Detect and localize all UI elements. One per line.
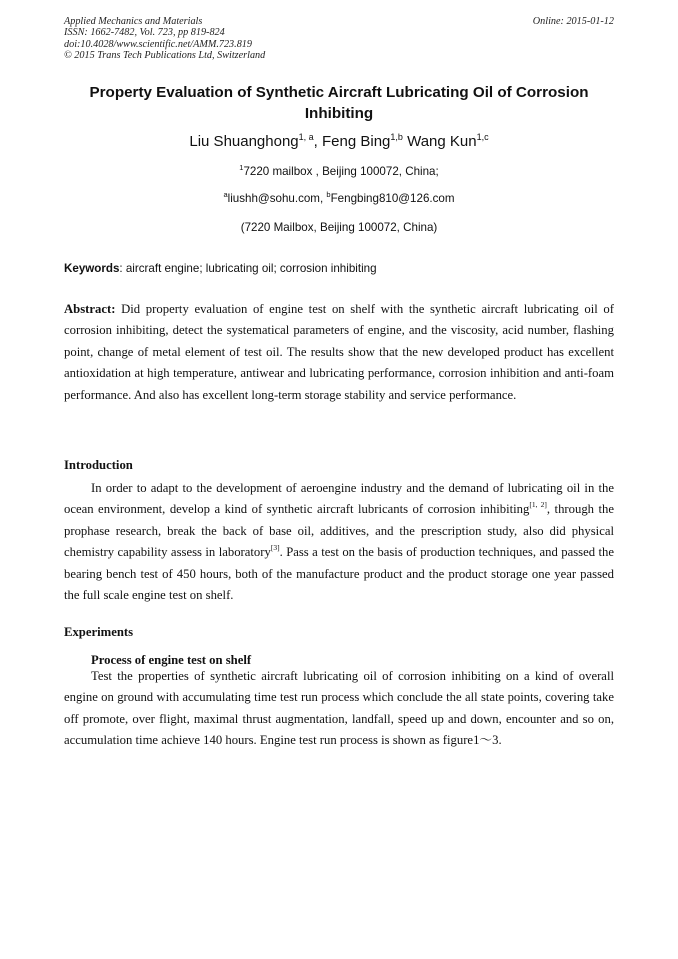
author-name: Liu Shuanghong	[189, 133, 299, 150]
author-list: Liu Shuanghong$^{1, a}$, Feng Bing$^{1,b}$ Wang Kun$^{1,c}$	[189, 132, 489, 150]
citation: [3]	[270, 543, 280, 553]
online-date: Online: 2015-01-12	[532, 16, 614, 27]
abstract-label: Abstract:	[64, 302, 116, 316]
journal-name: Applied Mechanics and Materials	[64, 16, 203, 27]
author-affiliation-mark: 1, a	[298, 132, 314, 142]
affiliation-repeat: (7220 Mailbox, Beijing 100072, China)	[240, 221, 438, 234]
author-affiliation-mark: 1,b	[390, 132, 403, 142]
abstract-paragraph	[64, 299, 614, 406]
author-emails	[64, 192, 614, 206]
keywords	[64, 262, 614, 276]
affiliation-address	[64, 165, 614, 179]
author-name: Wang Kun	[407, 133, 477, 150]
introduction-text: In order to adapt to the development of aeroengine industry and the demand of lubricating oil in the ocean environment, develop a kind of synthetic aircraft lubricants of corrosion inhibiting	[64, 481, 614, 517]
email-mark: b	[326, 190, 331, 199]
copyright-line: © 2015 Trans Tech Publications Ltd, Switzerland	[64, 50, 266, 62]
introduction-paragraph	[64, 478, 614, 606]
author-name: Feng Bing	[322, 133, 391, 150]
experiments-subheading: Process of engine test on shelf	[91, 653, 252, 667]
email-a: liushh@sohu.com,	[227, 192, 327, 205]
introduction-heading: Introduction	[64, 458, 133, 472]
affiliation-text: 7220 mailbox , Beijing 100072, China;	[243, 165, 439, 178]
paper-title: Property Evaluation of Synthetic Aircraft Lubricating Oil of Corrosion Inhibiting	[89, 84, 589, 122]
author-affiliation-mark: 1,c	[476, 132, 489, 142]
experiments-heading: Experiments	[64, 625, 134, 639]
citation: [1, 2]	[529, 500, 547, 510]
doi-line: doi:10.4028/www.scientific.net/AMM.723.819	[64, 38, 252, 50]
journal-header	[64, 16, 265, 62]
introduction-text: , through the prophase research, break the back of base oil, additives, and the prescription study, also did physical chemistry capability assess in laboratory	[64, 502, 614, 560]
introduction-text: . Pass a test on the basis of production techniques, and passed the bearing bench test of 450 hours, both of the manufacture product and the product storage one year passed the full scale engine test on shelf.	[64, 545, 614, 603]
email-mark: a	[223, 190, 228, 199]
email-b: Fengbing810@126.com	[330, 192, 455, 205]
issn-line: ISSN: 1662-7482, Vol. 723, pp 819-824	[64, 27, 225, 39]
keywords-text: : aircraft engine; lubricating oil; corrosion inhibiting	[119, 262, 377, 275]
abstract-text: Did property evaluation of engine test on shelf with the synthetic aircraft lubricating oil of corrosion inhibiting, detect the systematical parameters of engine, and the viscosity, acid number, flashing point, change of metal element of test oil. The results show that the new developed product has excellent antioxidation at high temperature, antiwear and lubricating performance, corrosion inhibition and anti-foam performance. And also has excellent long-term storage stability and service performance.	[64, 302, 614, 402]
experiments-paragraph: Test the properties of synthetic aircraft lubricating oil of corrosion inhibiting on a kind of overall engine on ground with accumulating time test run process which conclude the all state points, covering take off promote, over flight, maximal thrust augmentation, landfall, speed up and down, encounter and so on, accumulation time achieve 140 hours. Engine test run process is shown as figure1～3.	[64, 669, 614, 748]
keywords-label: Keywords	[64, 262, 120, 275]
affiliation-mark: 1	[239, 163, 244, 172]
